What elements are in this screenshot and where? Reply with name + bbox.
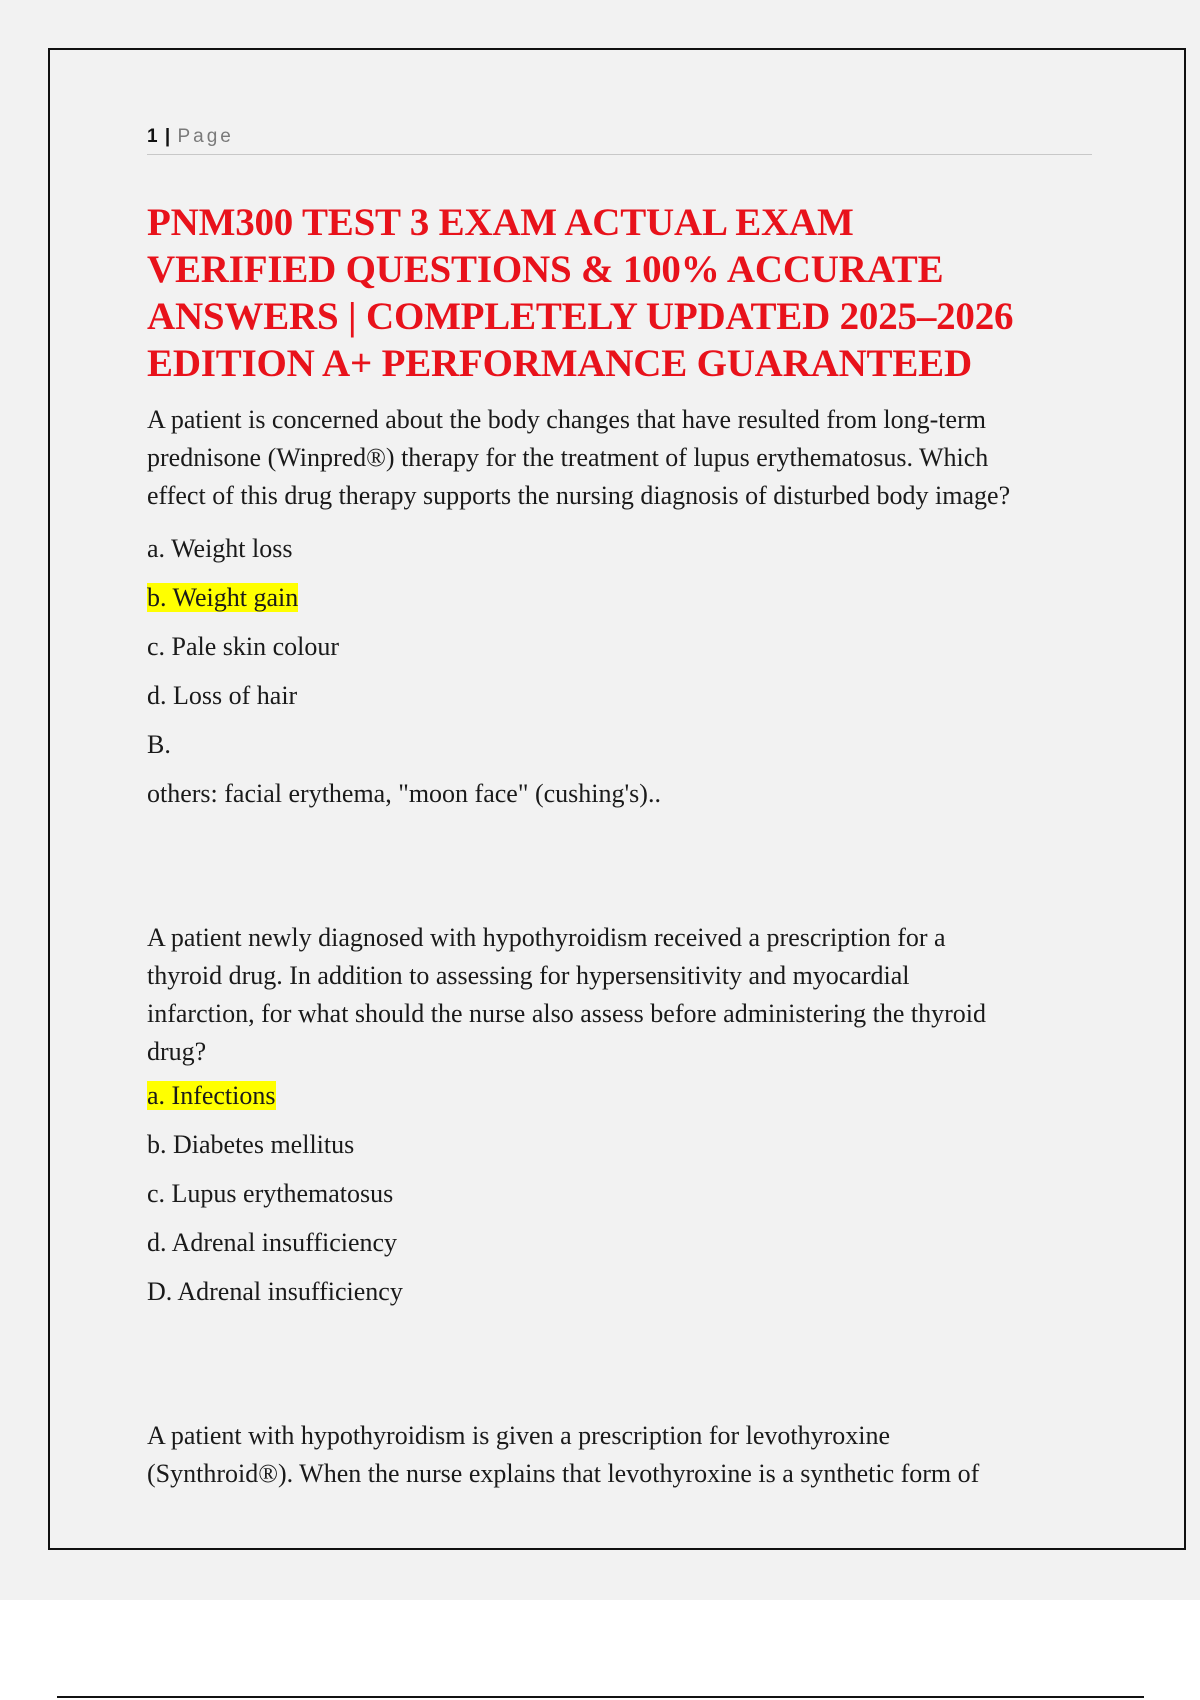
title-line: PNM300 TEST 3 EXAM ACTUAL EXAM xyxy=(147,201,854,244)
question-line: effect of this drug therapy supports the nursing diagnosis of disturbed body image? xyxy=(147,481,1011,510)
title-line: EDITION A+ PERFORMANCE GUARANTEED xyxy=(147,342,972,385)
question-1-option-c xyxy=(147,632,1107,662)
title-line: VERIFIED QUESTIONS & 100% ACCURATE xyxy=(147,248,944,291)
question-2-text xyxy=(147,919,1107,1071)
header-separator: | xyxy=(164,126,171,147)
question-line: drug? xyxy=(147,1037,207,1066)
page-content xyxy=(147,124,1107,1493)
option-text: b. Diabetes mellitus xyxy=(147,1130,355,1159)
question-1-option-d xyxy=(147,681,1107,711)
question-line: A patient with hypothyroidism is given a prescription for levothyroxine xyxy=(147,1421,891,1450)
option-text: d. Adrenal insufficiency xyxy=(147,1228,398,1257)
question-1-text xyxy=(147,401,1107,515)
bottom-rule xyxy=(57,1696,1144,1698)
question-line: prednisone (Winpred®) therapy for the treatment of lupus erythematosus. Which xyxy=(147,443,989,472)
question-line: infarction, for what should the nurse also assess before administering the thyroid xyxy=(147,999,987,1028)
document-title xyxy=(147,199,1107,387)
option-text: a. Weight loss xyxy=(147,534,293,563)
page-number: 1 xyxy=(147,126,158,147)
page-header xyxy=(147,124,1092,155)
question-gap xyxy=(147,809,1107,905)
question-1-answer: B. xyxy=(147,730,171,759)
option-text: c. Lupus erythematosus xyxy=(147,1179,394,1208)
title-line: ANSWERS | COMPLETELY UPDATED 2025–2026 xyxy=(147,295,1014,338)
question-1-rationale: others: facial erythema, "moon face" (cushing's).. xyxy=(147,779,661,808)
question-3-text xyxy=(147,1417,1107,1493)
question-2-option-b xyxy=(147,1130,1107,1160)
page-label: Page xyxy=(177,126,234,147)
highlighted-answer: a. Infections xyxy=(147,1081,276,1110)
question-2-option-a xyxy=(147,1081,1107,1111)
question-2-answer: D. Adrenal insufficiency xyxy=(147,1277,403,1306)
question-line: A patient newly diagnosed with hypothyroidism received a prescription for a xyxy=(147,923,946,952)
option-text: d. Loss of hair xyxy=(147,681,298,710)
document-page xyxy=(48,48,1186,1550)
question-line: (Synthroid®). When the nurse explains that levothyroxine is a synthetic form of xyxy=(147,1459,980,1488)
highlighted-answer: b. Weight gain xyxy=(147,583,299,612)
question-2-option-c xyxy=(147,1179,1107,1209)
question-1-option-b xyxy=(147,583,1107,613)
option-text: c. Pale skin colour xyxy=(147,632,340,661)
question-line: A patient is concerned about the body changes that have resulted from long-term xyxy=(147,405,986,434)
question-line: thyroid drug. In addition to assessing for hypersensitivity and myocardial xyxy=(147,961,910,990)
question-1-option-a xyxy=(147,534,1107,564)
question-gap xyxy=(147,1307,1107,1403)
question-2-option-d xyxy=(147,1228,1107,1258)
